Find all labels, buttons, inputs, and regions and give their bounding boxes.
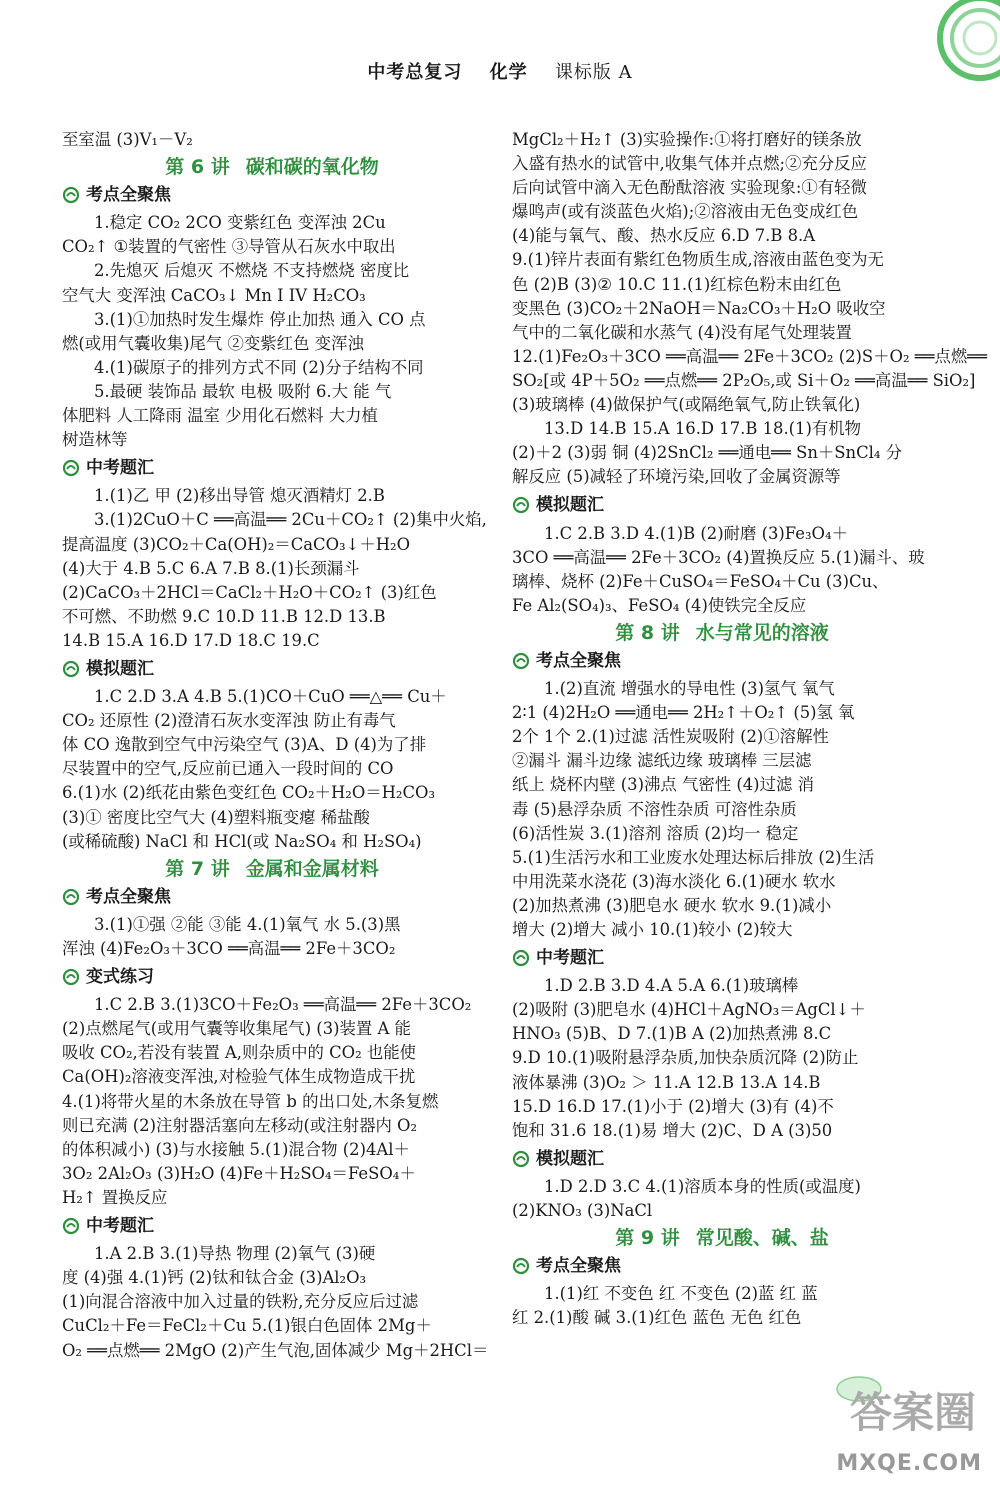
section-title: 中考题汇	[536, 948, 604, 969]
answer-line: SO₂[或 4P＋5O₂ ══点燃══ 2P₂O₅,或 Si＋O₂ ══高温══ SiO₂]	[512, 370, 976, 390]
chapter-title: 常见酸、碱、盐	[695, 1227, 829, 1250]
answer-line: (2)加热煮沸 (3)肥皂水 硬水 软水 9.(1)减小	[512, 895, 832, 915]
answer-line: 度 (4)强 4.(1)钙 (2)钛和钛合金 (3)Al₂O₃	[62, 1268, 367, 1288]
section-heading	[512, 493, 932, 517]
section-heading	[62, 1214, 482, 1238]
answer-line: HNO₃ (5)B、D 7.(1)B A (2)加热煮沸 8.C	[512, 1024, 832, 1044]
answer-line: 尽装置中的空气,反应前已通入一段时间的 CO	[62, 759, 394, 779]
answer-line: 1.C 2.B 3.D 4.(1)B (2)耐磨 (3)Fe₃O₄＋	[544, 523, 848, 543]
answer-line: 变黑色 (3)CO₂＋2NaOH＝Na₂CO₃＋H₂O 吸收空	[512, 298, 886, 318]
section-marker-icon	[62, 660, 80, 678]
answer-line: 1.(2)直流 增强水的导电性 (3)氢气 氧气	[544, 679, 835, 699]
answer-line: 1.C 2.D 3.A 4.B 5.(1)CO＋CuO ══△══ Cu＋	[94, 687, 447, 707]
answer-line: 则已充满 (2)注射器活塞向左移动(或注射器内 O₂	[62, 1115, 418, 1135]
answer-line: 璃棒、烧杯 (2)Fe＋CuSO₄＝FeSO₄＋Cu (3)Cu、	[512, 571, 889, 591]
answer-line: (2)＋2 (3)弱 铜 (4)2SnCl₂ ══通电══ Sn＋SnCl₄ 分	[512, 443, 903, 463]
section-title: 模拟题汇	[536, 1148, 604, 1169]
answer-line: 1.C 2.B 3.(1)3CO＋Fe₂O₃ ══高温══ 2Fe＋3CO₂	[94, 995, 472, 1015]
chapter-title: 水与常见的溶液	[695, 621, 829, 644]
answer-line: 1.D 2.B 3.D 4.A 5.A 6.(1)玻璃棒	[544, 976, 799, 996]
answer-line: 解反应 (5)减轻了环境污染,回收了金属资源等	[512, 467, 841, 487]
section-title: 考点全聚焦	[86, 185, 171, 206]
answer-line: 不可燃、不助燃 9.C 10.D 11.B 12.D 13.B	[62, 606, 386, 626]
answer-line: 纸上 烧杯内壁 (3)沸点 气密性 (4)过滤 消	[512, 775, 814, 795]
section-title: 中考题汇	[86, 458, 154, 479]
answer-line: 1.D 2.D 3.C 4.(1)溶质本身的性质(或温度)	[544, 1176, 861, 1196]
answer-line: (4)大于 4.B 5.C 6.A 7.B 8.(1)长颈漏斗	[62, 558, 360, 578]
answer-line: 3.(1)2CuO＋C ══高温══ 2Cu＋CO₂↑ (2)集中火焰,	[94, 510, 487, 530]
section-marker-icon	[512, 496, 530, 514]
chapter-number: 第 8 讲	[615, 621, 680, 644]
answer-line: 增大 (2)增大 减小 10.(1)较小 (2)较大	[512, 920, 793, 939]
section-marker-icon	[62, 186, 80, 204]
answer-line: 5.最硬 装饰品 最软 电极 吸附 6.大 能 气	[94, 381, 392, 401]
answer-line: 4.(1)碳原子的排列方式不同 (2)分子结构不同	[94, 357, 424, 377]
answer-line: ②漏斗 漏斗边缘 滤纸边缘 玻璃棒 三层滤	[512, 751, 812, 771]
answer-line: 燃(或用气囊收集)尾气 ②变紫红色 变浑浊	[62, 333, 364, 353]
answer-line: 15.D 16.D 17.(1)小于 (2)增大 (3)有 (4)不	[512, 1096, 834, 1116]
left-column	[62, 128, 489, 1363]
answer-line: 3.(1)①强 ②能 ③能 4.(1)氧气 水 5.(3)黑	[94, 914, 401, 934]
corner-logo-icon	[910, 0, 1000, 95]
answer-line: 3CO ══高温══ 2Fe＋3CO₂ (4)置换反应 5.(1)漏斗、玻	[512, 547, 925, 567]
section-heading	[512, 649, 932, 673]
section-heading	[62, 965, 482, 989]
chapter-title: 金属和金属材料	[245, 857, 379, 880]
answer-line: 气中的二氧化碳和水蒸气 (4)没有尾气处理装置	[512, 322, 852, 342]
section-heading	[62, 456, 482, 480]
chapter-number: 第 6 讲	[165, 156, 230, 179]
answer-line: 后向试管中滴入无色酚酞溶液 实验现象:①有轻微	[512, 178, 867, 198]
section-title: 模拟题汇	[86, 658, 154, 679]
answer-line: 饱和 31.6 18.(1)易 增大 (2)C、D A (3)50	[512, 1120, 833, 1140]
answer-line: 3.(1)①加热时发生爆炸 停止加热 通入 CO 点	[94, 309, 426, 329]
book-title: 中考总复习	[367, 62, 463, 83]
section-marker-icon	[512, 1257, 530, 1275]
answer-line: 的体积减小) (3)与水接触 5.(1)混合物 (2)4Al＋	[62, 1139, 410, 1159]
chapter-heading	[62, 155, 482, 179]
answer-line: 浑浊 (4)Fe₂O₃＋3CO ══高温══ 2Fe＋3CO₂	[62, 939, 396, 958]
section-title: 中考题汇	[86, 1216, 154, 1237]
answer-line: H₂↑ 置换反应	[62, 1187, 168, 1207]
answer-line: 1.A 2.B 3.(1)导热 物理 (2)氧气 (3)硬	[94, 1244, 376, 1264]
answer-line: (2)吸附 (3)肥皂水 (4)HCl＋AgNO₃＝AgCl↓＋	[512, 1000, 866, 1020]
section-marker-icon	[62, 459, 80, 477]
edition-label: 课标版 A	[554, 62, 633, 83]
section-title: 模拟题汇	[536, 495, 604, 516]
subject-label: 化学	[489, 62, 528, 83]
section-heading	[62, 657, 482, 681]
answer-line: 9.(1)锌片表面有紫红色物质生成,溶液由蓝色变为无	[512, 250, 884, 270]
answer-line: 4.(1)将带火星的木条放在导管 b 的出口处,木条复燃	[62, 1091, 439, 1111]
answer-line: 红 2.(1)酸 碱 3.(1)红色 蓝色 无色 红色	[512, 1308, 802, 1328]
answer-line: 13.D 14.B 15.A 16.D 17.B 18.(1)有机物	[544, 419, 862, 439]
section-marker-icon	[512, 1150, 530, 1168]
answer-line: 12.(1)Fe₂O₃＋3CO ══高温══ 2Fe＋3CO₂ (2)S＋O₂ ══点燃══	[512, 346, 987, 366]
answer-line: 色 (2)B (3)② 10.C 11.(1)红棕色粉末由红色	[512, 274, 842, 294]
chapter-heading	[512, 621, 932, 645]
answer-line: 爆鸣声(或有淡蓝色火焰);②溶液由无色变成红色	[512, 202, 859, 222]
answer-line: 9.D 10.(1)吸附悬浮杂质,加快杂质沉降 (2)防止	[512, 1048, 859, 1068]
answer-line: 2个 1个 2.(1)过滤 活性炭吸附 (2)①溶解性	[512, 727, 829, 747]
watermark-url: MXQE.COM	[836, 1451, 982, 1476]
answer-line: 5.(1)生活污水和工业废水处理达标后排放 (2)生活	[512, 847, 875, 867]
answer-line: 液体暴沸 (3)O₂ ＞ 11.A 12.B 13.A 14.B	[512, 1072, 821, 1092]
answer-line: (2)CaCO₃＋2HCl＝CaCl₂＋H₂O＋CO₂↑ (3)红色	[62, 582, 437, 602]
answer-line: 1.稳定 CO₂ 2CO 变紫红色 变浑浊 2Cu	[94, 213, 386, 233]
section-heading	[62, 183, 482, 207]
section-marker-icon	[62, 968, 80, 986]
section-heading	[62, 885, 482, 909]
section-marker-icon	[512, 652, 530, 670]
answer-line: CuCl₂＋Fe＝FeCl₂＋Cu 5.(1)银白色固体 2Mg＋	[62, 1316, 432, 1336]
answer-line: 2∶1 (4)2H₂O ══通电══ 2H₂↑＋O₂↑ (5)氢 氧	[512, 703, 855, 723]
chapter-heading	[62, 857, 482, 881]
answer-line: Fe Al₂(SO₄)₃、FeSO₄ (4)使铁完全反应	[512, 595, 807, 615]
section-heading	[512, 1147, 932, 1171]
answer-line: (1)向混合溶液中加入过量的铁粉,充分反应后过滤	[62, 1292, 419, 1312]
chapter-heading	[512, 1226, 932, 1250]
section-heading	[512, 1254, 932, 1278]
watermark-logo: 答案圈	[849, 1388, 976, 1437]
section-title: 变式练习	[86, 967, 154, 988]
section-marker-icon	[62, 1217, 80, 1235]
answer-line: 体肥料 人工降雨 温室 少用化石燃料 大力植	[62, 406, 378, 426]
answer-line: (4)能与氧气、酸、热水反应 6.D 7.B 8.A	[512, 226, 816, 246]
section-title: 考点全聚焦	[536, 1256, 621, 1277]
section-title: 考点全聚焦	[536, 650, 621, 671]
answer-line: MgCl₂＋H₂↑ (3)实验操作:①将打磨好的镁条放	[512, 130, 862, 149]
answer-line: (2)点燃尾气(或用气囊等收集尾气) (3)装置 A 能	[62, 1019, 411, 1039]
answer-line: (或稀硫酸) NaCl 和 HCl(或 Na₂SO₄ 和 H₂SO₄)	[62, 831, 422, 851]
section-heading	[512, 946, 932, 970]
answer-line: 3O₂ 2Al₂O₃ (3)H₂O (4)Fe＋H₂SO₄＝FeSO₄＋	[62, 1163, 416, 1183]
answer-line: 1.(1)乙 甲 (2)移出导管 熄灭酒精灯 2.B	[94, 486, 385, 506]
answer-line: 6.(1)水 (2)纸花由紫色变红色 CO₂＋H₂O＝H₂CO₃	[62, 783, 436, 803]
answer-line: 2.先熄灭 后熄灭 不燃烧 不支持燃烧 密度比	[94, 261, 410, 281]
chapter-title: 碳和碳的氧化物	[245, 156, 379, 179]
answer-line: 毒 (5)悬浮杂质 不溶性杂质 可溶性杂质	[512, 799, 797, 819]
section-title: 考点全聚焦	[86, 886, 171, 907]
section-marker-icon	[512, 949, 530, 967]
section-marker-icon	[62, 888, 80, 906]
answer-line: 树造林等	[62, 430, 128, 450]
answer-line: 提高温度 (3)CO₂＋Ca(OH)₂＝CaCO₃↓＋H₂O	[62, 534, 411, 554]
answer-line: 入盛有热水的试管中,收集气体并点燃;②充分反应	[512, 154, 867, 174]
answer-line: Ca(OH)₂溶液变浑浊,对检验气体生成物造成干扰	[62, 1067, 416, 1087]
answer-line: (2)KNO₃ (3)NaCl	[512, 1201, 653, 1221]
answer-line: 中用洗菜水浇花 (3)海水淡化 6.(1)硬水 软水	[512, 871, 836, 891]
answer-line: 至室温 (3)V₁－V₂	[62, 130, 193, 149]
right-column	[512, 128, 987, 1331]
answer-line: O₂ ══点燃══ 2MgO (2)产生气泡,固体减少 Mg＋2HCl＝	[62, 1340, 489, 1360]
answer-line: 空气大 变浑浊 CaCO₃↓ Mn I IV H₂CO₃	[62, 285, 366, 305]
answer-line: CO₂↑ ①装置的气密性 ③导管从石灰水中取出	[62, 237, 396, 257]
answer-line: (3)玻璃棒 (4)做保护气(或隔绝氧气,防止铁氧化)	[512, 395, 861, 415]
answer-line: 14.B 15.A 16.D 17.D 18.C 19.C	[62, 630, 320, 650]
answer-line: 1.(1)红 不变色 红 不变色 (2)蓝 红 蓝	[544, 1284, 818, 1304]
answer-line: (6)活性炭 3.(1)溶剂 溶质 (2)均一 稳定	[512, 823, 799, 843]
answer-line: CO₂ 还原性 (2)澄清石灰水变浑浊 防止有毒气	[62, 711, 396, 731]
chapter-number: 第 7 讲	[165, 857, 230, 880]
chapter-number: 第 9 讲	[615, 1227, 680, 1250]
answer-line: (3)① 密度比空气大 (4)塑料瓶变瘪 稀盐酸	[62, 807, 370, 827]
answer-line: 体 CO 逸散到空气中污染空气 (3)A、D (4)为了排	[62, 735, 427, 755]
page-header	[0, 58, 1000, 84]
answer-line: 吸收 CO₂,若没有装置 A,则杂质中的 CO₂ 也能使	[62, 1043, 417, 1063]
